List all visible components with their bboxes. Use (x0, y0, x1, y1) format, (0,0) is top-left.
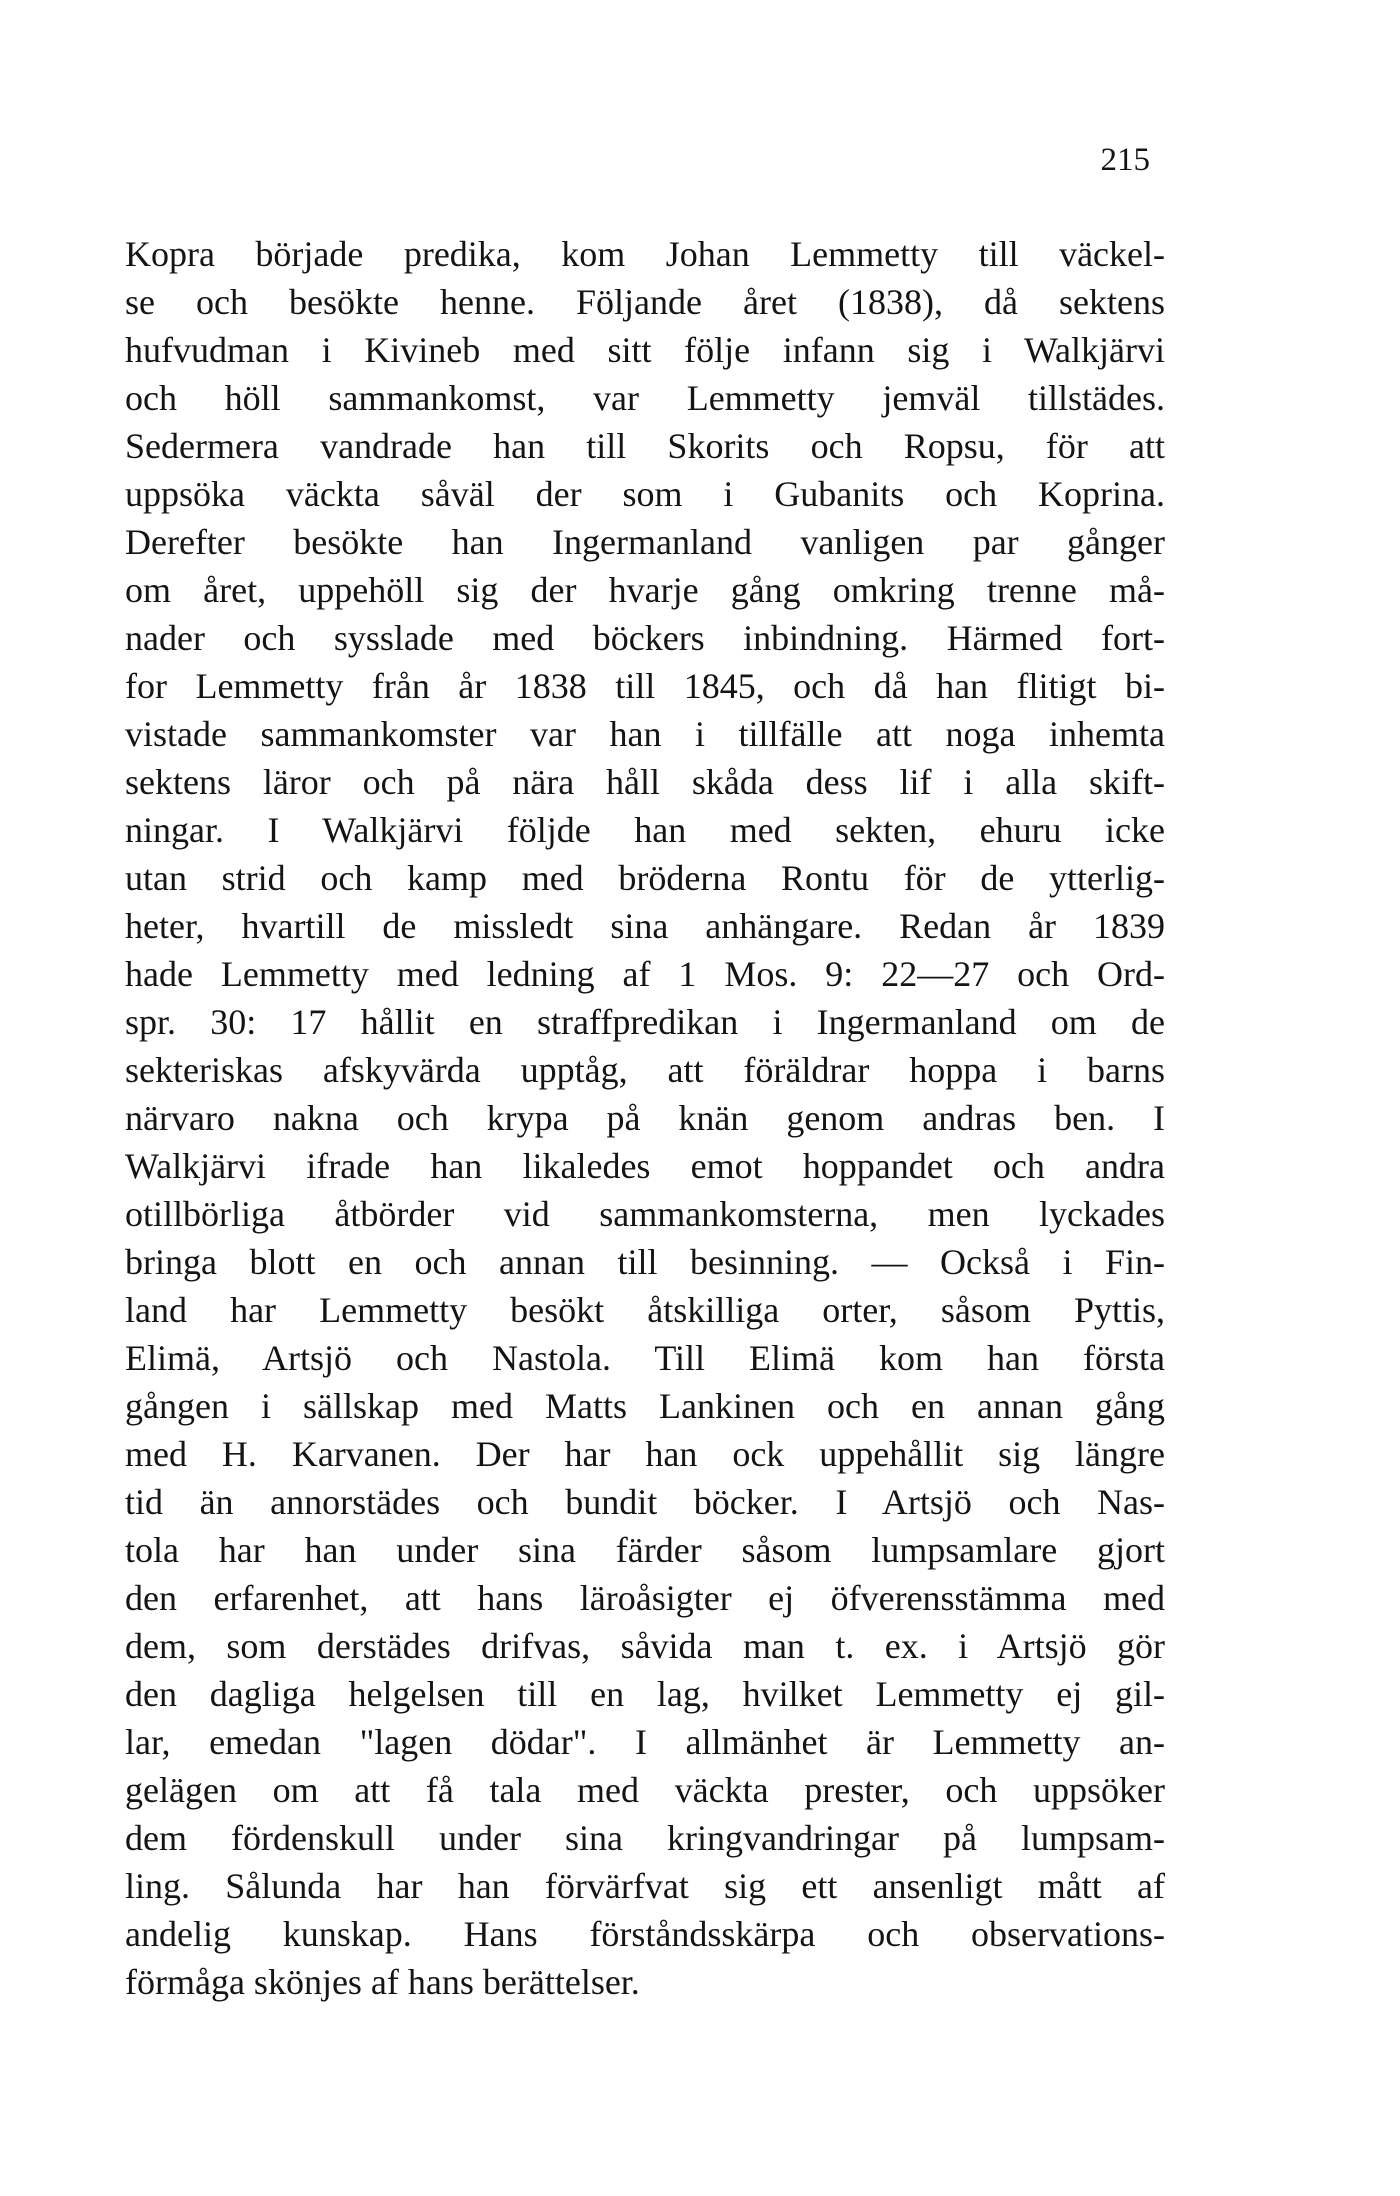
text-line: heter, hvartill de missledt sina anhängare. Redan år 1839 (125, 906, 1165, 946)
text-line: om året, uppehöll sig der hvarje gång omkring trenne må- (125, 570, 1165, 610)
text-line: hufvudman i Kivineb med sitt följe infann sig i Walkjärvi (125, 330, 1165, 370)
text-line: med H. Karvanen. Der har han ock uppehållit sig längre (125, 1434, 1165, 1474)
text-line: lar, emedan "lagen dödar". I allmänhet är Lemmetty an- (125, 1722, 1165, 1762)
text-line: bringa blott en och annan till besinning. — Också i Fin- (125, 1242, 1165, 1282)
text-line: sekteriskas afskyvärda upptåg, att föräldrar hoppa i barns (125, 1050, 1165, 1090)
text-line: Sedermera vandrade han till Skorits och Ropsu, för att (125, 426, 1165, 466)
text-line: se och besökte henne. Följande året (1838), då sektens (125, 282, 1165, 322)
page-number: 215 (1100, 142, 1150, 178)
text-line: tola har han under sina färder såsom lumpsamlare gjort (125, 1530, 1165, 1570)
text-line: utan strid och kamp med bröderna Rontu för de ytterlig- (125, 858, 1165, 898)
text-line: nader och sysslade med böckers inbindning. Härmed fort- (125, 618, 1165, 658)
text-line: hade Lemmetty med ledning af 1 Mos. 9: 22—27 och Ord- (125, 954, 1165, 994)
text-line: andelig kunskap. Hans förståndsskärpa och observations- (125, 1914, 1165, 1954)
text-line: dem, som derstädes drifvas, såvida man t. ex. i Artsjö gör (125, 1626, 1165, 1666)
text-line: Kopra började predika, kom Johan Lemmetty till väckel- (125, 234, 1165, 274)
text-line: Elimä, Artsjö och Nastola. Till Elimä kom han första (125, 1338, 1165, 1378)
text-line: uppsöka väckta såväl der som i Gubanits och Koprina. (125, 474, 1165, 514)
text-line: gången i sällskap med Matts Lankinen och en annan gång (125, 1386, 1165, 1426)
text-line: Walkjärvi ifrade han likaledes emot hoppandet och andra (125, 1146, 1165, 1186)
text-line: dem fördenskull under sina kringvandringar på lumpsam- (125, 1818, 1165, 1858)
text-line: for Lemmetty från år 1838 till 1845, och då han flitigt bi- (125, 666, 1165, 706)
text-line: gelägen om att få tala med väckta prester, och uppsöker (125, 1770, 1165, 1810)
text-line: land har Lemmetty besökt åtskilliga orter, såsom Pyttis, (125, 1290, 1165, 1330)
text-line: förmåga skönjes af hans berättelser. (125, 1962, 640, 2002)
text-line: sektens läror och på nära håll skåda dess lif i alla skift- (125, 762, 1165, 802)
body-text (125, 230, 1165, 2006)
text-line: spr. 30: 17 hållit en straffpredikan i Ingermanland om de (125, 1002, 1165, 1042)
text-line: och höll sammankomst, var Lemmetty jemväl tillstädes. (125, 378, 1165, 418)
text-line: ling. Sålunda har han förvärfvat sig ett ansenligt mått af (125, 1866, 1165, 1906)
text-line: vistade sammankomster var han i tillfälle att noga inhemta (125, 714, 1165, 754)
text-line: Derefter besökte han Ingermanland vanligen par gånger (125, 522, 1165, 562)
text-line: den erfarenhet, att hans läroåsigter ej öfverensstämma med (125, 1578, 1165, 1618)
text-line: närvaro nakna och krypa på knän genom andras ben. I (125, 1098, 1165, 1138)
text-line: den dagliga helgelsen till en lag, hvilket Lemmetty ej gil- (125, 1674, 1165, 1714)
text-line: ningar. I Walkjärvi följde han med sekten, ehuru icke (125, 810, 1165, 850)
text-line: tid än annorstädes och bundit böcker. I Artsjö och Nas- (125, 1482, 1165, 1522)
text-line: otillbörliga åtbörder vid sammankomsterna, men lyckades (125, 1194, 1165, 1234)
